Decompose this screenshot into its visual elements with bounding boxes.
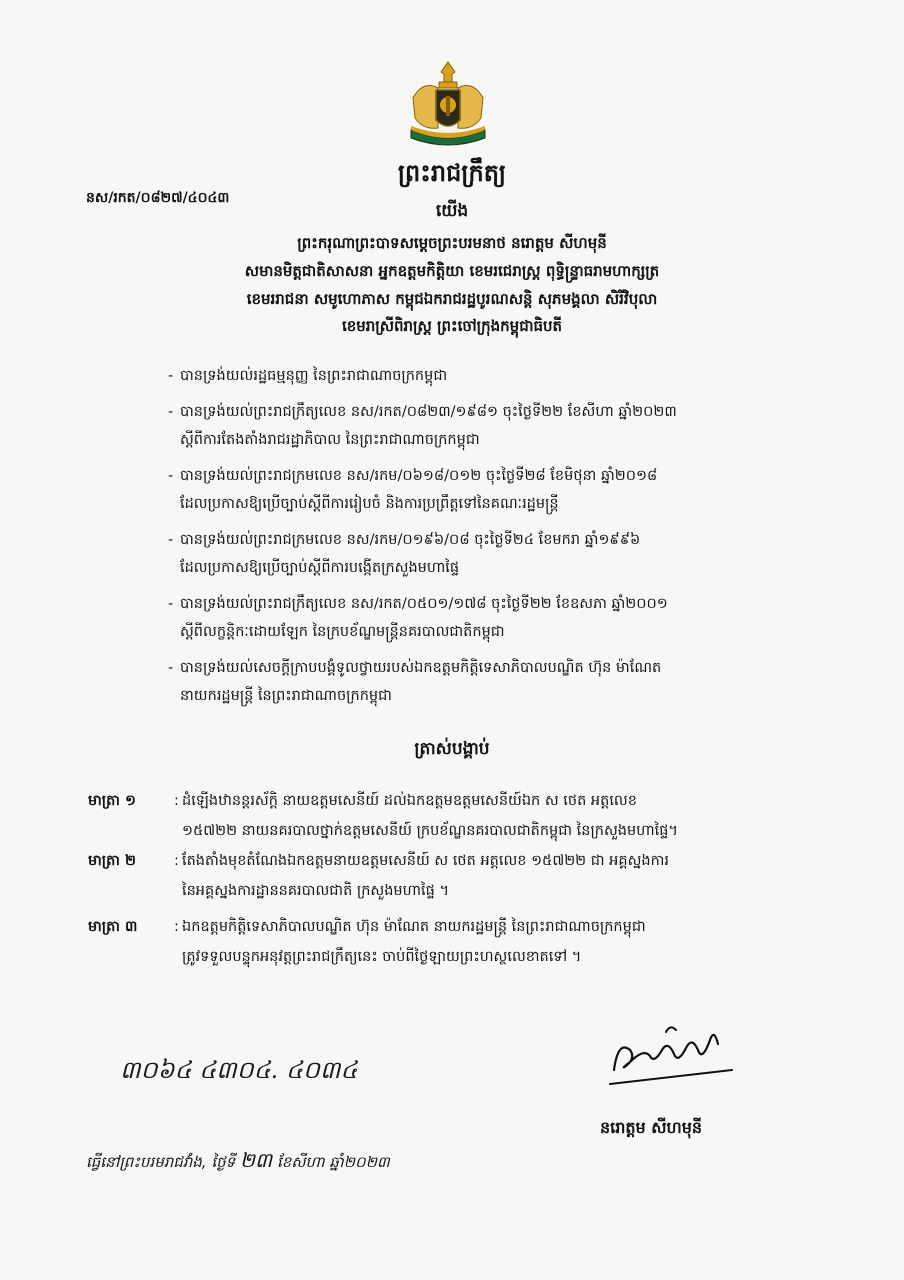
royal-title-line: ព្រះករុណាព្រះបាទសម្តេចព្រះបរមនាថ នរោត្តម សីហមុនី xyxy=(297,234,607,252)
footer-place-date xyxy=(86,1147,390,1177)
article xyxy=(88,912,828,972)
preamble-clause xyxy=(168,654,828,710)
decides-heading: ត្រាស់បង្គាប់ xyxy=(414,739,490,759)
preamble-clauses xyxy=(168,362,828,718)
preamble-clause xyxy=(168,526,828,582)
preamble-clause xyxy=(168,362,828,390)
preamble-clause xyxy=(168,462,828,518)
article-label: មាត្រា ១ xyxy=(88,793,136,809)
article xyxy=(88,786,828,846)
document-number: នស/រកត/០៨២៧/៤០៤៣ xyxy=(86,190,230,206)
clause-dash: - xyxy=(168,468,174,484)
article-line: ឯកឧត្តមកិត្តិទេសាភិបាលបណ្ឌិត ហ៊ុន ម៉ាណែត នាយករដ្ឋមន្ត្រី នៃព្រះរាជាណាចក្រកម្ពុជា xyxy=(182,919,646,935)
signer-name: នរោត្តម សីហមុនី xyxy=(600,1118,703,1137)
article-label: មាត្រា ២ xyxy=(88,853,136,869)
handwritten-date: ៣០៦៤ ៤៣០៤. ៤០៣៤ xyxy=(120,1056,358,1084)
article-label: មាត្រា ៣ xyxy=(88,919,138,935)
clause-line: ដែលប្រកាសឱ្យប្រើច្បាប់ស្តីពីការរៀបចំ និងការប្រព្រឹត្តទៅនៃគណៈរដ្ឋមន្ត្រី xyxy=(180,496,559,512)
article-line: នៃអគ្គស្នងការដ្ឋាននគរបាលជាតិ ក្រសួងមហាផ្ទៃ ។ xyxy=(182,883,450,899)
clause-dash: - xyxy=(168,596,174,612)
clause-dash: - xyxy=(168,368,174,384)
article-line: ១៥៧២២ នាយនគរបាលថ្នាក់ឧត្តមសេនីយ៍ ក្របខ័ណ្ឌនគរបាលជាតិកម្ពុជា នៃក្រសួងមហាផ្ទៃ។ xyxy=(182,823,678,839)
clause-dash: - xyxy=(168,404,174,420)
preamble-clause xyxy=(168,398,828,454)
heading-we: យើង xyxy=(435,201,469,221)
clause-line: បានទ្រង់យល់ព្រះរាជក្រមលេខ នស/រកម/០៦១៨/០១២ ចុះថ្ងៃទី២៨ ខែមិថុនា ឆ្នាំ២០១៨ xyxy=(180,468,658,484)
article-line: តែងតាំងមុខតំណែងឯកឧត្តមនាយឧត្តមសេនីយ៍ ស ថេត អត្តលេខ ១៥៧២២ ជា អគ្គស្នងការ xyxy=(182,853,670,869)
clause-line: បានទ្រង់យល់រដ្ឋធម្មនុញ្ញ នៃព្រះរាជាណាចក្រកម្ពុជា xyxy=(180,368,448,384)
royal-title-line: ខេមរាស្រីពិរាស្ត្រ ព្រះចៅក្រុងកម្ពុជាធិបតី xyxy=(341,317,563,335)
clause-line: ដែលប្រកាសឱ្យប្រើច្បាប់ស្តីពីការបង្កើតក្រសួងមហាផ្ទៃ xyxy=(180,560,460,576)
preamble-clause xyxy=(168,590,828,646)
clause-line: បានទ្រង់យល់ព្រះរាជក្រមលេខ នស/រកម/០១៩៦/០៨ ចុះថ្ងៃទី២៤ ខែមករា ឆ្នាំ១៩៩៦ xyxy=(180,532,641,548)
clause-line: បានទ្រង់យល់ព្រះរាជក្រឹត្យលេខ នស/រកត/០៥០១/១៧៨ ចុះថ្ងៃទី២២ ខែឧសភា ឆ្នាំ២០០១ xyxy=(180,596,668,612)
footer-day: ២៣ xyxy=(239,1148,273,1172)
clause-line: ស្តីពីការតែងតាំងរាជរដ្ឋាភិបាល នៃព្រះរាជាណាចក្រកម្ពុជា xyxy=(180,432,480,448)
article xyxy=(88,846,828,906)
decree-title: ព្រះរាជក្រឹត្យ xyxy=(397,159,507,187)
article-colon: : xyxy=(174,793,179,809)
footer-suffix: ខែសីហា ឆ្នាំ២០២៣ xyxy=(276,1153,390,1171)
clause-line: ស្តីពីលក្ខន្តិកៈដោយឡែក នៃក្របខ័ណ្ឌមន្ត្រីនគរបាលជាតិកម្ពុជា xyxy=(180,624,505,640)
royal-coat-of-arms-icon xyxy=(403,58,493,150)
article-colon: : xyxy=(174,919,179,935)
royal-title-line: ខេមររាជនា សមូហោភាស កម្ពុជឯករាជរដ្ឋបូរណសន្តិ សុភមង្គលា សិរីវិបុលា xyxy=(246,290,658,308)
royal-title-line: សមានមិត្តជាតិសាសនា អ្នកឧត្តមកិត្តិយា ខេមរជេរាស្ត្រ ពុទ្ធិន្ទ្រាធរាមហាក្សត្រ xyxy=(244,262,660,280)
footer-prefix: ធ្វើនៅព្រះបរមរាជវាំង, ថ្ងៃទី xyxy=(86,1153,236,1171)
clause-dash: - xyxy=(168,660,174,676)
clause-line: បានទ្រង់យល់សេចក្តីក្រាបបង្គំទូលថ្វាយរបស់ឯកឧត្តមកិត្តិទេសាភិបាលបណ្ឌិត ហ៊ុន ម៉ាណែត xyxy=(180,660,662,676)
article-line: ត្រូវទទួលបន្ទុកអនុវត្តព្រះរាជក្រឹត្យនេះ ចាប់ពីថ្ងៃឡាយព្រះហស្ថលេខាតទៅ ។ xyxy=(182,949,582,965)
clause-line: នាយករដ្ឋមន្ត្រី នៃព្រះរាជាណាចក្រកម្ពុជា xyxy=(180,688,392,704)
article-line: ដំឡើងឋានន្តរស័ក្តិ នាយឧត្តមសេនីយ៍ ដល់ឯកឧត្តមឧត្តមសេនីយ៍ឯក ស ថេត អត្តលេខ xyxy=(182,793,637,809)
article-colon: : xyxy=(174,853,179,869)
signature-image xyxy=(600,1010,740,1090)
clause-line: បានទ្រង់យល់ព្រះរាជក្រឹត្យលេខ នស/រកត/០៨២៣/១៩៨១ ចុះថ្ងៃទី២២ ខែសីហា ឆ្នាំ២០២៣ xyxy=(180,404,677,420)
clause-dash: - xyxy=(168,532,174,548)
